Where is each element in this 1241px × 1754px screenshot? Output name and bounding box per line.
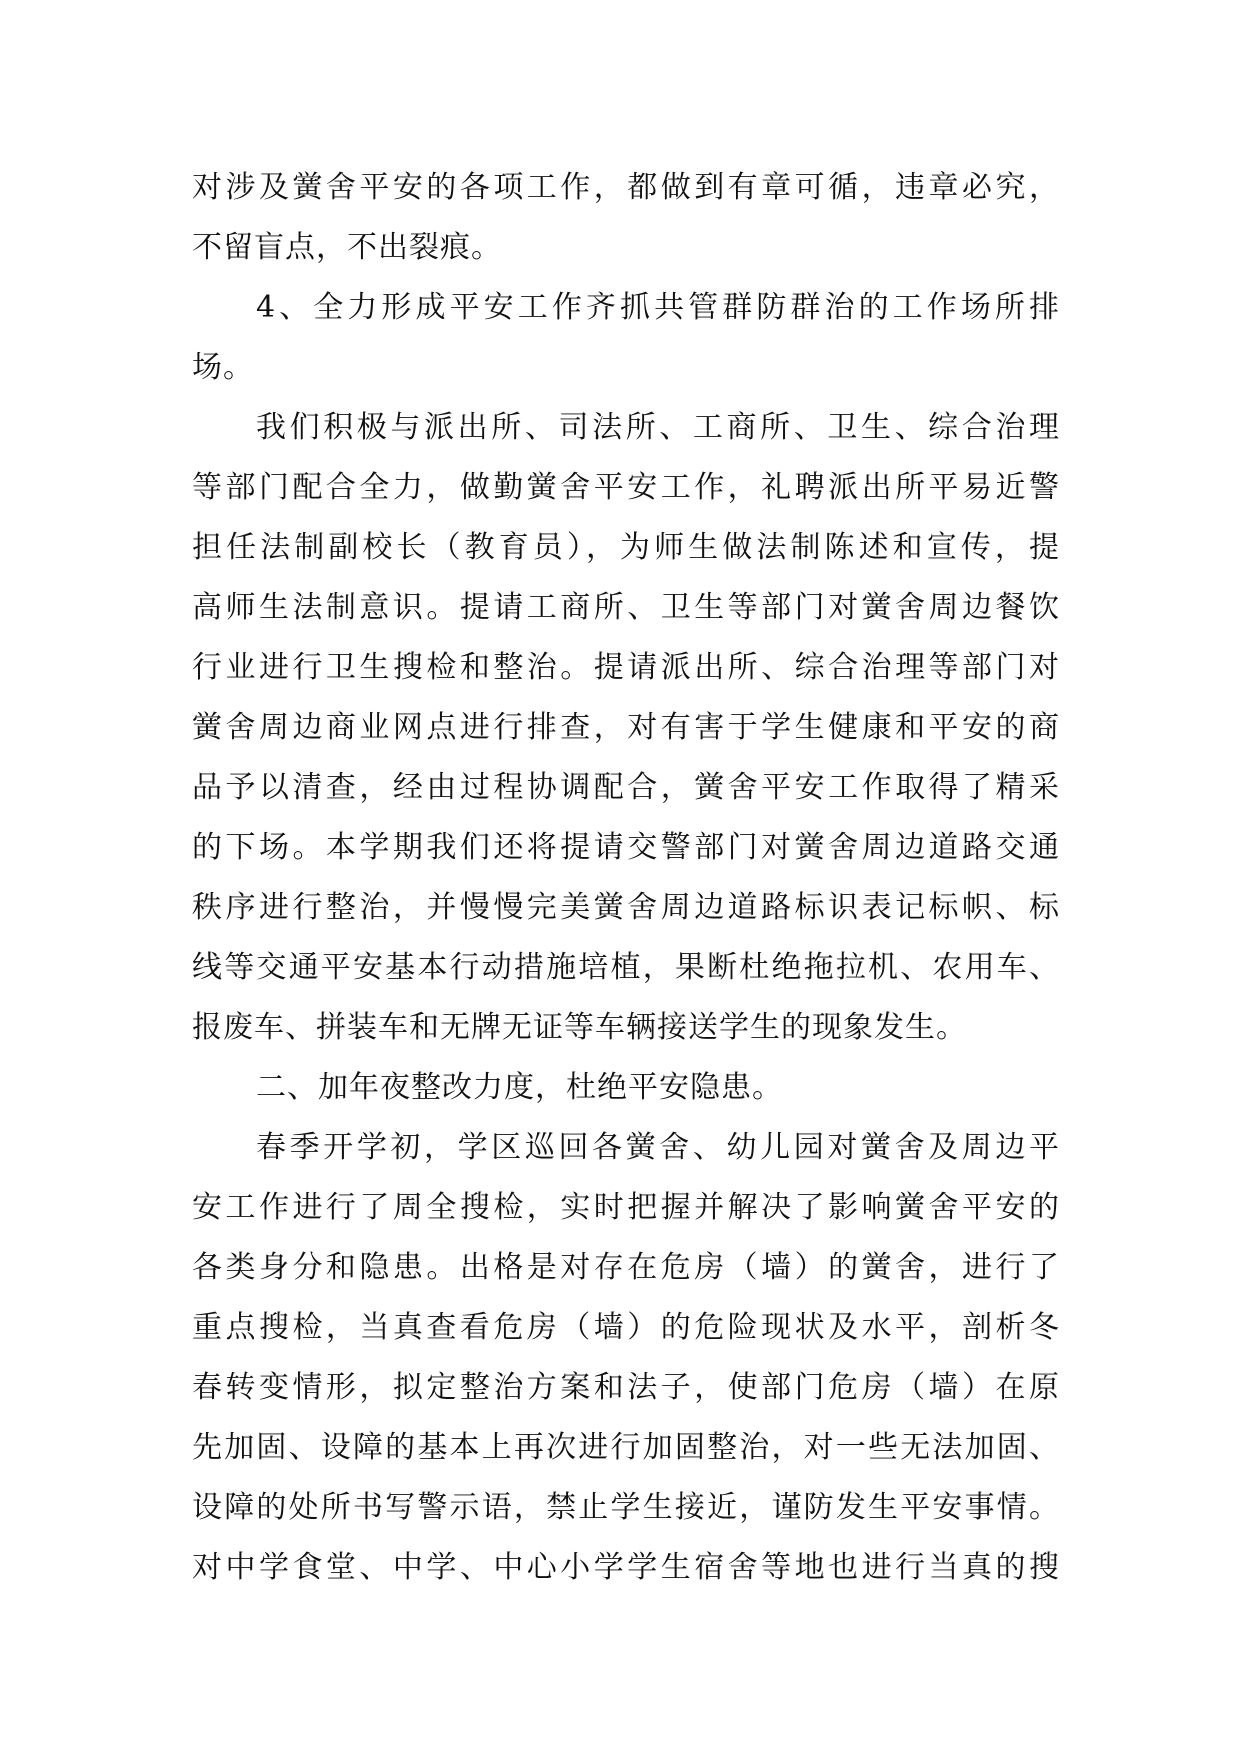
section-heading-continued: 场。 [192,350,254,385]
document-body [192,158,1060,1598]
text-line: 各类身分和隐患。出格是对存在危房（墙）的黉舍，进行了 [192,1250,1060,1285]
text-line: 先加固、设障的基本上再次进行加固整治，对一些无法加固、 [192,1430,1060,1465]
text-line: 安工作进行了周全搜检，实时把握并解决了影响黉舍平安的 [192,1190,1060,1225]
section-heading: 二、加年夜整改力度，杜绝平安隐患。 [256,1070,783,1105]
text-line: 对中学食堂、中学、中心小学学生宿舍等地也进行当真的搜 [192,1550,1060,1585]
text-line: 品予以清查，经由过程协调配合，黉舍平安工作取得了精采 [192,770,1060,805]
text-line: 重点搜检，当真查看危房（墙）的危险现状及水平，剖析冬 [192,1310,1060,1345]
text-line: 高师生法制意识。提请工商所、卫生等部门对黉舍周边餐饮 [192,590,1060,625]
text-line: 报废车、拼装车和无牌无证等车辆接送学生的现象发生。 [192,1010,967,1045]
text-line: 线等交通平安基本行动措施培植，果断杜绝拖拉机、农用车、 [192,950,1060,985]
text-line: 黉舍周边商业网点进行排查，对有害于学生健康和平安的商 [192,710,1060,745]
text-line: 春转变情形，拟定整治方案和法子，使部门危房（墙）在原 [192,1370,1060,1405]
text-line: 担任法制副校长（教育员），为师生做法制陈述和宣传，提 [192,530,1060,565]
text-line: 行业进行卫生搜检和整治。提请派出所、综合治理等部门对 [192,650,1060,685]
text-line: 等部门配合全力，做勤黉舍平安工作，礼聘派出所平易近警 [192,470,1060,505]
text-line: 对涉及黉舍平安的各项工作，都做到有章可循，违章必究， [192,170,1060,205]
text-line: 的下场。本学期我们还将提请交警部门对黉舍周边道路交通 [192,830,1060,865]
text-line: 设障的处所书写警示语，禁止学生接近，谨防发生平安事情。 [192,1490,1060,1525]
paragraph-start: 我们积极与派出所、司法所、工商所、卫生、综合治理 [256,410,1060,445]
section-heading: 4、全力形成平安工作齐抓共管群防群治的工作场所排 [256,290,1060,325]
text-line: 不留盲点，不出裂痕。 [192,230,502,265]
text-line: 秩序进行整治，并慢慢完美黉舍周边道路标识表记标帜、标 [192,890,1060,925]
paragraph-start: 春季开学初，学区巡回各黉舍、幼儿园对黉舍及周边平 [256,1130,1060,1165]
